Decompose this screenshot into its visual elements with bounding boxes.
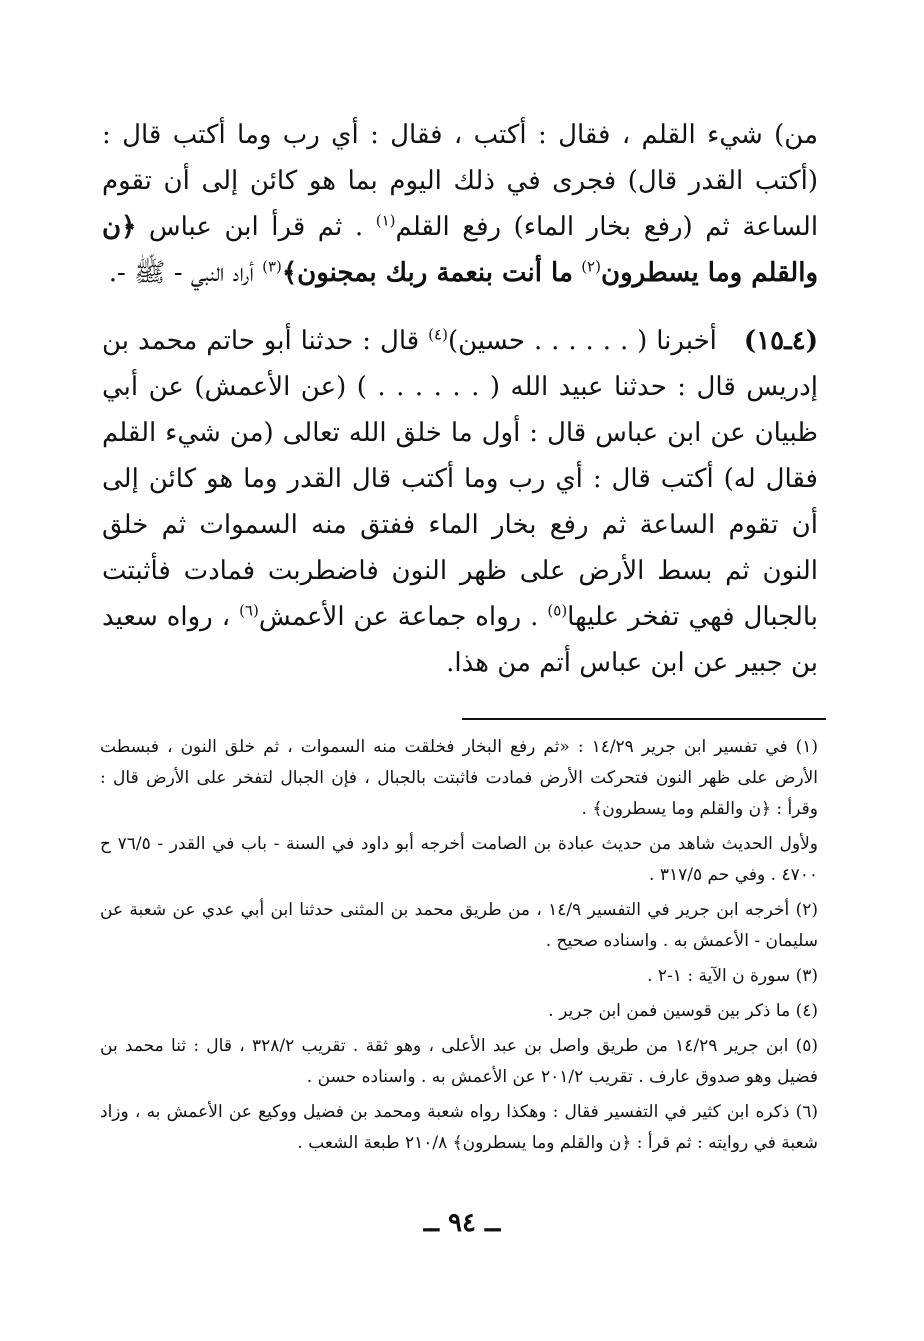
footnote-ref-5: (٥) bbox=[547, 601, 568, 620]
footnote-ref-3: (٣) bbox=[262, 257, 282, 276]
para2-transmission: . رواه جماعة عن الأعمش bbox=[258, 602, 539, 632]
footnotes bbox=[100, 732, 818, 1163]
footnote-separator bbox=[462, 718, 826, 720]
para2-chain-start: أخبرنا ( . . . . . . حسين) bbox=[447, 326, 717, 356]
hadith-number: (٤ـ١٥) bbox=[743, 326, 819, 356]
footnote-2: (٢) أخرجه ابن جرير في التفسير ١٤/٩ ، من طريق محمد بن المثنى حدثنا ابن أبي عدي عن شعبة عن سليمان - الأعمش به . واسناده صحيح . bbox=[100, 900, 818, 951]
footnote-ref-1: (١) bbox=[375, 211, 396, 230]
para1-line1: من) شيء القلم ، فقال : أكتب ، فقال : أي رب وما أكتب قال : (أكتب bbox=[102, 120, 819, 196]
footnote-3: (٣) سورة ن الآية : ١-٢ . bbox=[647, 966, 818, 986]
paragraph-2 bbox=[102, 318, 818, 686]
footnote-4: (٤) ما ذكر بين قوسين فمن ابن جرير . bbox=[548, 1001, 818, 1021]
para1-end: أراد النبي - ﷺ -. bbox=[108, 258, 254, 288]
footnote-1-continued: ولأول الحديث شاهد من حديث عبادة بن الصامت أخرجه أبو داود في السنة - باب في القدر - ٧٦/٥ ح ٤٧٠٠ . وفي حم ٣١٧/٥ . bbox=[100, 834, 818, 885]
footnote-1: (١) في تفسير ابن جرير ١٤/٢٩ : «ثم رفع البخار فخلقت منه السموات ، ثم خلق النون ، فبسطت الأرض على ظهر النون فتحركت الأرض فمادت فاثبتت بالجبال ، فإن الجبال لتفخر على الأرض قال : وقرأ : ﴿ن والقلم وما يسطرون﴾ . bbox=[100, 737, 818, 819]
footnote-ref-2: (٢) bbox=[581, 257, 601, 276]
main-text bbox=[102, 112, 818, 686]
quran-verse-2: ما أنت بنعمة ربك بمجنون﴾ bbox=[281, 258, 573, 288]
para2-end: ، رواه سعيد بن جبير عن ابن عباس أتم من هذا. bbox=[102, 602, 818, 678]
para1-line3: بخار الماء) رفع القلم bbox=[395, 212, 632, 242]
footnote-5: (٥) ابن جرير ١٤/٢٩ من طريق واصل بن عبد الأعلى ، وهو ثقة . تقريب ٣٢٨/٢ ، قال : ثنا محمد بن فضيل وهو صدوق عارف . تقريب ٢٠١/٢ عن الأعمش به . واسناده حسن . bbox=[100, 1036, 818, 1087]
quran-verse-1: ﴿ن والقلم وما يسطرون bbox=[102, 212, 818, 288]
page-number: ــ ٩٤ ــ bbox=[423, 1208, 501, 1238]
footnote-ref-4: (٤) bbox=[428, 325, 448, 344]
para2-body: قال : حدثنا أبو حاتم محمد بن إدريس قال : حدثنا عبيد الله ( . . . . . . ) (عن الأعمش) عن أبي ظبيان عن ابن عباس قال : أول ما خلق الله تعالى (من شيء القلم فقال له) أكتب قال : أي رب وما أكتب قال القدر وما هو كائن إلى أن تقوم الساعة ثم رفع بخار الماء ففتق منه السموات ثم خلق النون ثم بسط الأرض على ظهر النون فاضطربت فمادت فأثبتت بالجبال فهي تفخر عليها bbox=[102, 326, 819, 632]
para1-reading: . ثم قرأ ابن عباس bbox=[148, 212, 364, 242]
para1-line2: القدر قال) فجرى في ذلك اليوم بما هو كائن إلى أن تقوم الساعة ثم (رفع bbox=[102, 166, 819, 242]
paragraph-1 bbox=[102, 112, 818, 296]
footnote-ref-6: (٦) bbox=[239, 601, 259, 620]
footnote-6: (٦) ذكره ابن كثير في التفسير فقال : وهكذا رواه شعبة ومحمد بن فضيل ووكيع عن الأعمش به ، وزاد شعبة في روايته : ثم قرأ : ﴿ن والقلم وما يسطرون﴾ ٢١٠/٨ طبعة الشعب . bbox=[100, 1102, 818, 1153]
